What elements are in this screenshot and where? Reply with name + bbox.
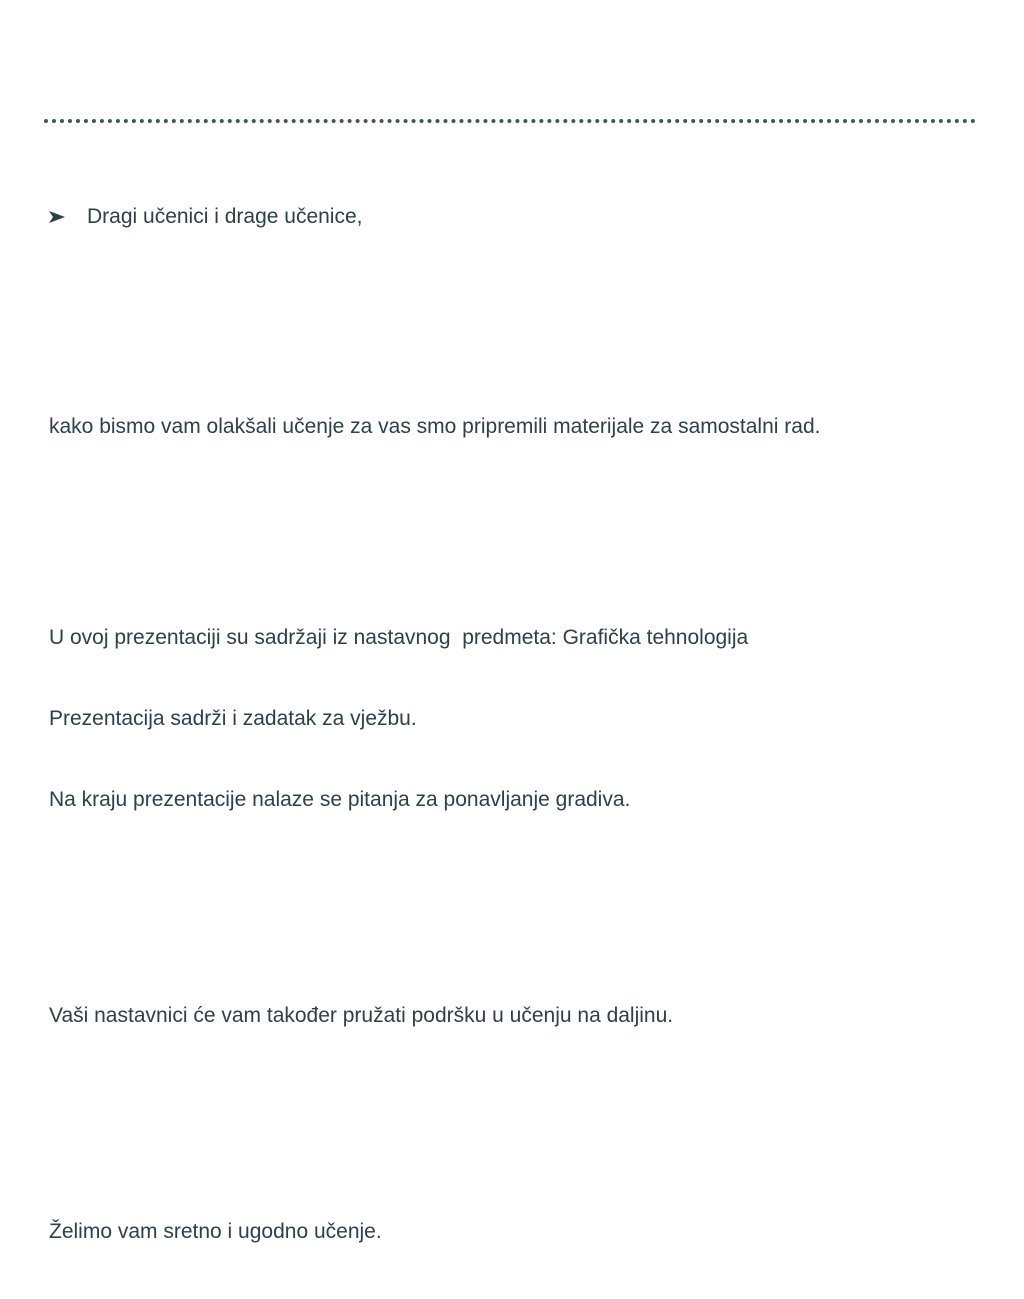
support-text: Vaši nastavnici će vam također pružati podršku u učenju na daljinu. [49, 1004, 674, 1027]
presentation-line-3: Na kraju prezentacije nalaze se pitanja za ponavljanje gradiva. [49, 788, 631, 811]
presentation-line-1: U ovoj prezentaciji su sadržaji iz nastavnog predmeta: Grafička tehnologija [49, 626, 749, 649]
dotted-divider [44, 119, 976, 123]
presentation-line-2: Prezentacija sadrži i zadatak za vježbu. [49, 707, 417, 730]
greeting-bullet [49, 201, 989, 231]
intro-text: kako bismo vam olakšali učenje za vas smo pripremili materijale za samostalni rad. [49, 415, 821, 438]
greeting-text: Dragi učenici i drage učenice, [87, 204, 363, 228]
arrow-bullet-icon [49, 210, 65, 224]
closing-text: Želimo vam sretno i ugodno učenje. [49, 1220, 382, 1243]
slide-content [49, 147, 989, 1299]
